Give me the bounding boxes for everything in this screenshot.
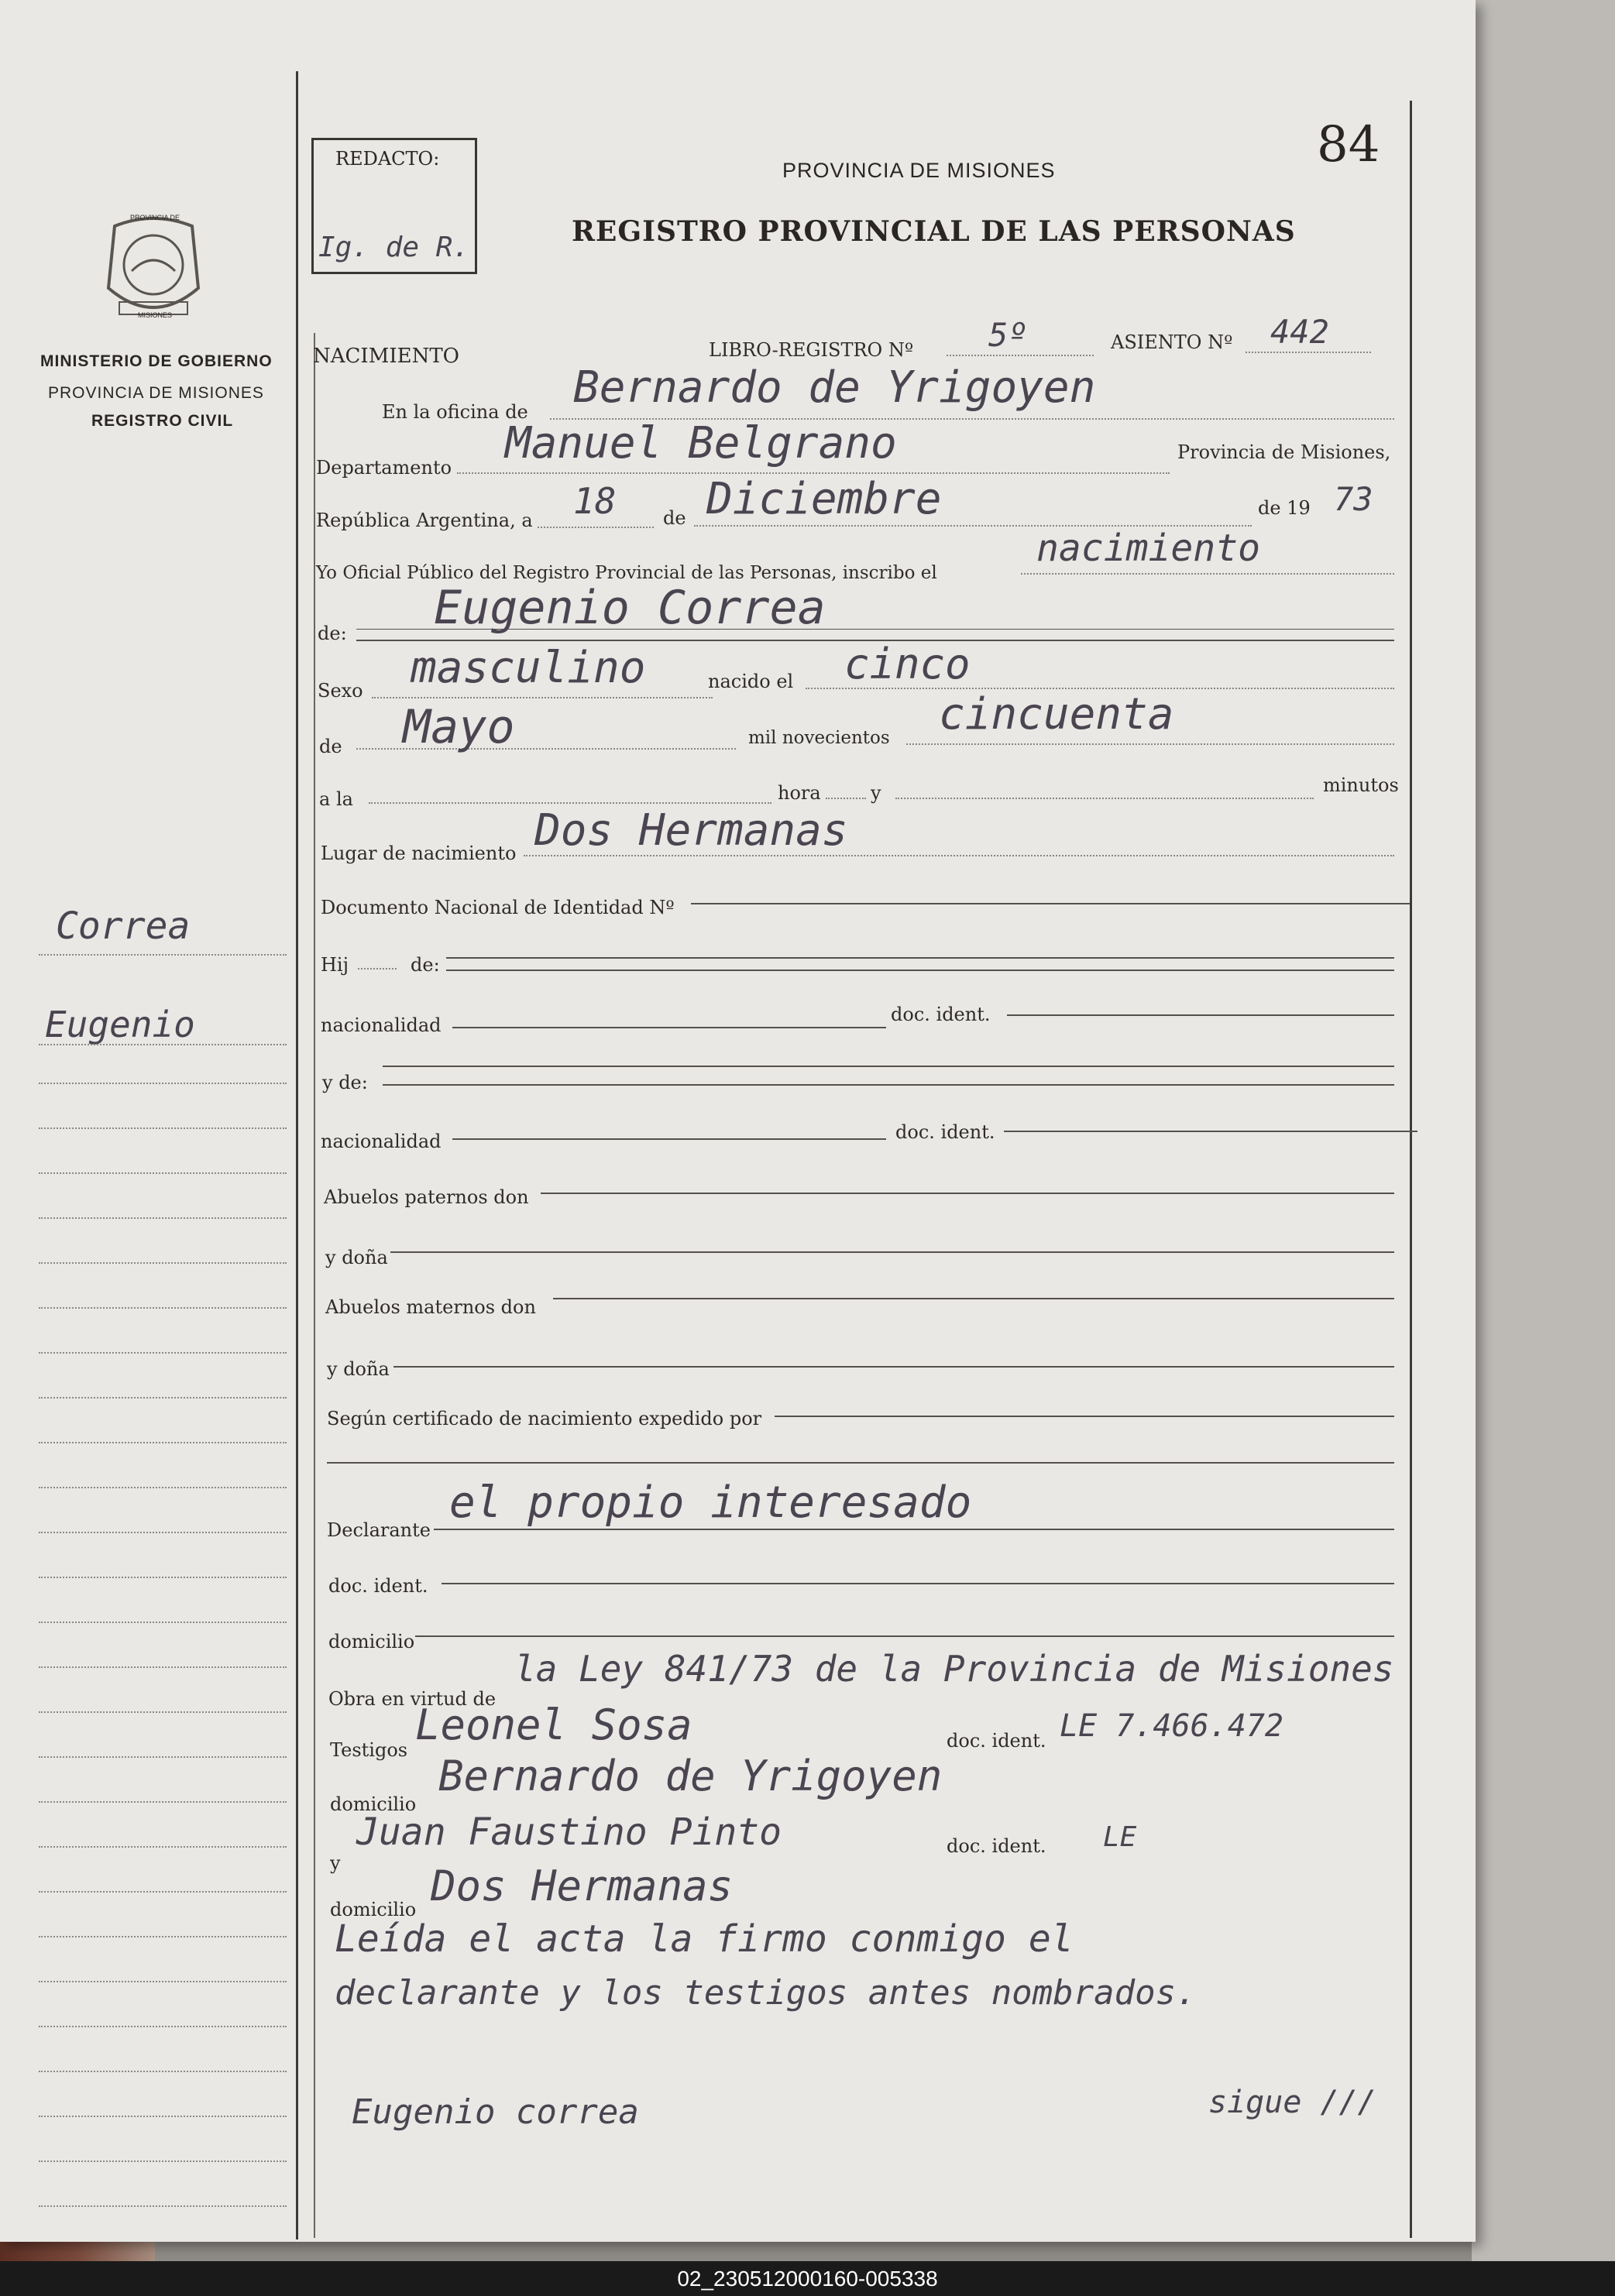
departamento-label: Departamento bbox=[316, 457, 452, 479]
testigo2-dom-value: Dos Hermanas bbox=[431, 1862, 734, 1910]
documento-label: Documento Nacional de Identidad Nº bbox=[321, 897, 675, 918]
domicilio1-label: domicilio bbox=[328, 1631, 415, 1653]
margin-rule-line bbox=[39, 1981, 287, 1982]
sexo-line bbox=[372, 697, 713, 698]
hij-line bbox=[358, 968, 397, 970]
seal-emblem-detail bbox=[132, 260, 175, 271]
declarante-label: Declarante bbox=[327, 1519, 431, 1541]
doc-ident2-label: doc. ident. bbox=[895, 1121, 995, 1143]
madre-line-2 bbox=[383, 1084, 1394, 1086]
oficina-label: En la oficina de bbox=[382, 401, 528, 423]
minutos-label: minutos bbox=[1323, 774, 1399, 796]
mes-value: Diciembre bbox=[706, 474, 942, 524]
nacido-el-label: nacido el bbox=[708, 671, 794, 692]
libro-line bbox=[947, 355, 1094, 356]
hij-label: Hij bbox=[321, 954, 349, 976]
ministry-line1: MINISTERIO DE GOBIERNO bbox=[40, 352, 273, 370]
de-nacido-mes-label: de bbox=[319, 736, 342, 757]
margin-rule-line bbox=[39, 2071, 287, 2072]
abuelos-paternos-label: Abuelos paternos don bbox=[324, 1186, 529, 1208]
segun-line-2 bbox=[327, 1462, 1394, 1464]
margin-rule-line bbox=[39, 1083, 287, 1084]
mil-novecientos-label: mil novecientos bbox=[748, 728, 890, 748]
doc-ident1-line bbox=[1007, 1014, 1394, 1016]
seal-text-bottom: MISIONES bbox=[138, 311, 173, 319]
ministry-line3: REGISTRO CIVIL bbox=[91, 412, 234, 430]
margin-rule-line bbox=[39, 954, 287, 956]
departamento-value: Manuel Belgrano bbox=[505, 418, 897, 468]
padre-line-1 bbox=[446, 957, 1394, 959]
margin-rule-line bbox=[39, 1936, 287, 1937]
margin-rule-line bbox=[39, 1666, 287, 1668]
file-caption: 02_230512000160-005338 bbox=[0, 2261, 1615, 2296]
margin-rule-line bbox=[39, 1846, 287, 1848]
margin-rule-line bbox=[39, 2160, 287, 2162]
provincia-misiones-label: Provincia de Misiones, bbox=[1177, 441, 1391, 463]
asiento-line bbox=[1246, 352, 1371, 353]
margin-rule-line bbox=[39, 1127, 287, 1129]
obra-label: Obra en virtud de bbox=[328, 1688, 497, 1710]
registry-title: REGISTRO PROVINCIAL DE LAS PERSONAS bbox=[572, 215, 1296, 248]
doc-ident5-label: doc. ident. bbox=[947, 1835, 1046, 1857]
nacido-anio-line bbox=[906, 743, 1394, 745]
margin-rule-line bbox=[39, 1352, 287, 1354]
segun-line-1 bbox=[775, 1416, 1394, 1417]
margin-rule-line bbox=[39, 1577, 287, 1578]
nacido-dia-value: cinco bbox=[844, 640, 971, 688]
province-heading: PROVINCIA DE MISIONES bbox=[782, 159, 1056, 182]
y-dona1-label: y doña bbox=[325, 1247, 388, 1268]
testigo1-dom-value: Bernardo de Yrigoyen bbox=[438, 1752, 943, 1800]
y-testigo-label: y bbox=[330, 1852, 341, 1874]
minutos-line bbox=[895, 798, 1314, 799]
margin-rule-line bbox=[39, 1044, 287, 1045]
y-dona1-line bbox=[390, 1251, 1394, 1253]
a-la-label: a la bbox=[319, 788, 353, 810]
abuelos-paternos-line bbox=[541, 1193, 1394, 1194]
de-persona-label: de: bbox=[318, 623, 347, 644]
asiento-label: ASIENTO Nº bbox=[1111, 331, 1233, 353]
seal-text-top: PROVINCIA DE bbox=[130, 214, 180, 221]
hora-label: hora bbox=[778, 782, 821, 804]
margin-rule-line bbox=[39, 1262, 287, 1264]
cierre-line1: Leída el acta la firmo conmigo el bbox=[335, 1917, 1074, 1961]
margin-rule-line bbox=[39, 2116, 287, 2117]
y-dona2-line bbox=[393, 1366, 1394, 1368]
domicilio3-label: domicilio bbox=[330, 1899, 417, 1920]
dia-value: 18 bbox=[573, 480, 617, 522]
page-number: 84 bbox=[1317, 116, 1380, 173]
margin-rule-line bbox=[39, 2026, 287, 2027]
left-inner-rule bbox=[314, 333, 315, 2238]
nacionalidad1-line bbox=[452, 1027, 886, 1028]
margin-rule-line bbox=[39, 1801, 287, 1803]
republica-label: República Argentina, a bbox=[316, 510, 533, 531]
madre-line-1 bbox=[383, 1066, 1394, 1067]
margin-rule-line bbox=[39, 1756, 287, 1758]
declarante-line bbox=[434, 1529, 1394, 1530]
sexo-value: masculino bbox=[411, 643, 646, 693]
signature: Eugenio correa bbox=[352, 2092, 639, 2132]
redacto-value: Ig. de R. bbox=[318, 232, 470, 263]
nacido-mes-value: Mayo bbox=[403, 700, 515, 754]
dia-line bbox=[538, 527, 654, 528]
nacionalidad2-label: nacionalidad bbox=[321, 1131, 442, 1152]
seal-emblem bbox=[124, 235, 183, 294]
margin-rule-line bbox=[39, 1217, 287, 1219]
margin-rule-line bbox=[39, 1487, 287, 1488]
margin-rule-line bbox=[39, 1622, 287, 1623]
domicilio2-label: domicilio bbox=[330, 1793, 417, 1815]
sigue-note: sigue /// bbox=[1208, 2085, 1376, 2120]
testigo1-value: Leonel Sosa bbox=[415, 1701, 692, 1749]
margin-rule-line bbox=[39, 1532, 287, 1533]
ministry-line2: PROVINCIA DE MISIONES bbox=[48, 384, 264, 402]
lugar-value: Dos Hermanas bbox=[534, 805, 848, 856]
margin-rule-line bbox=[39, 1307, 287, 1309]
doc-ident3-line bbox=[442, 1583, 1394, 1584]
abuelos-maternos-line bbox=[553, 1298, 1394, 1299]
redacto-label: REDACTO: bbox=[335, 148, 440, 170]
anio-value: 73 bbox=[1334, 480, 1373, 518]
nacionalidad2-line bbox=[452, 1138, 886, 1140]
redacto-stamp bbox=[311, 138, 477, 274]
documento-line bbox=[691, 903, 1410, 904]
right-rule bbox=[1410, 101, 1412, 2238]
section-nacimiento: NACIMIENTO bbox=[313, 345, 459, 368]
sexo-label: Sexo bbox=[318, 680, 363, 702]
doc-ident1-label: doc. ident. bbox=[891, 1004, 991, 1025]
margin-rule-line bbox=[39, 1397, 287, 1399]
margin-rule-line bbox=[39, 1711, 287, 1713]
margin-surname: Correa bbox=[56, 904, 191, 948]
oficina-value: Bernardo de Yrigoyen bbox=[573, 362, 1096, 413]
segun-label: Según certificado de nacimiento expedido por bbox=[327, 1408, 762, 1429]
obra-value: la Ley 841/73 de la Provincia de Misiones bbox=[514, 1648, 1394, 1690]
testigos-label: Testigos bbox=[330, 1739, 408, 1761]
declarante-value: el propio interesado bbox=[449, 1477, 972, 1528]
book-edge bbox=[1472, 0, 1615, 2261]
margin-rule-line bbox=[39, 1442, 287, 1443]
testigo2-value: Juan Faustino Pinto bbox=[356, 1810, 782, 1854]
nombre-value: Eugenio Correa bbox=[434, 581, 826, 635]
testigo2-doc-value: LE bbox=[1103, 1821, 1137, 1853]
doc-ident2-line bbox=[1004, 1131, 1417, 1132]
acto-value: nacimiento bbox=[1036, 527, 1260, 570]
padre-line-2 bbox=[446, 970, 1394, 971]
y-de-label: y de: bbox=[322, 1072, 368, 1093]
nacionalidad1-label: nacionalidad bbox=[321, 1014, 442, 1036]
margin-rule-line bbox=[39, 1891, 287, 1893]
libro-value: 5º bbox=[988, 316, 1028, 354]
hij-de-label: de: bbox=[411, 954, 440, 976]
y-dona2-label: y doña bbox=[327, 1358, 390, 1380]
y-hora-label: y bbox=[871, 782, 881, 804]
asiento-value: 442 bbox=[1270, 313, 1329, 351]
acto-line bbox=[1021, 573, 1394, 575]
hora-line bbox=[369, 802, 771, 804]
margin-rule bbox=[296, 71, 298, 2239]
testigo1-doc-value: LE 7.466.472 bbox=[1060, 1708, 1283, 1744]
de-mes-label: de bbox=[663, 507, 686, 529]
margin-rule-line bbox=[39, 1172, 287, 1174]
domicilio1-line bbox=[415, 1635, 1394, 1637]
yo-oficial-label: Yo Oficial Público del Registro Provincial de las Personas, inscribo el bbox=[316, 563, 937, 583]
lugar-label: Lugar de nacimiento bbox=[321, 843, 517, 864]
abuelos-maternos-label: Abuelos maternos don bbox=[325, 1296, 536, 1318]
libro-label: LIBRO-REGISTRO Nº bbox=[709, 339, 914, 361]
doc-ident3-label: doc. ident. bbox=[328, 1575, 428, 1597]
cierre-line2: declarante y los testigos antes nombrados. bbox=[335, 1973, 1197, 2013]
margin-given-name: Eugenio bbox=[45, 1004, 195, 1045]
margin-rule-line bbox=[39, 2205, 287, 2207]
province-seal bbox=[99, 211, 208, 327]
nacido-anio-value: cincuenta bbox=[939, 689, 1174, 740]
de-anio-label: de 19 bbox=[1258, 497, 1311, 519]
doc-ident4-label: doc. ident. bbox=[947, 1730, 1046, 1752]
hora-val-line bbox=[826, 798, 866, 799]
